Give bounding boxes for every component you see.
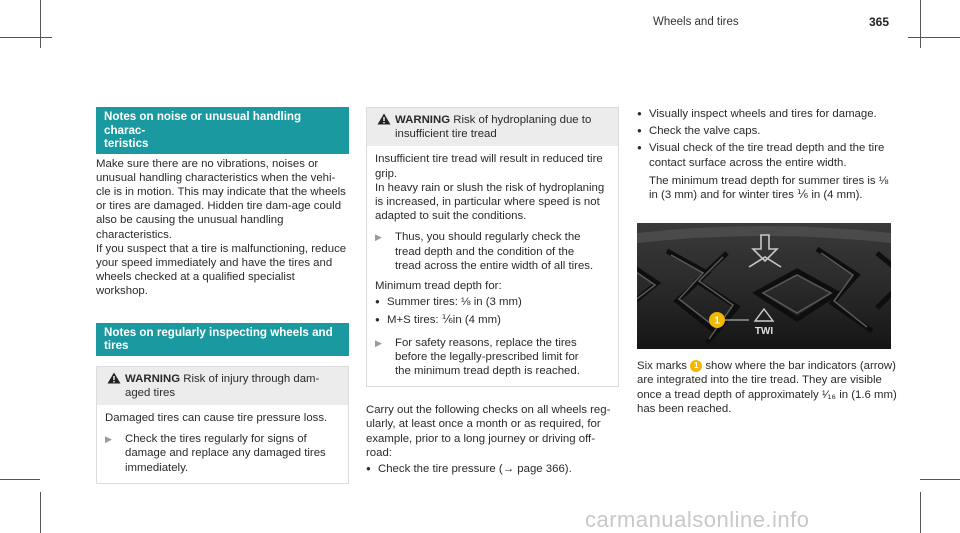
warning-text: In heavy rain or slush the risk of hydroplaning is increased, in particular where speed is not adapted to suit the conditions. [375, 181, 605, 223]
warning-label: WARNING [395, 114, 451, 126]
section-heading-noise: Notes on noise or unusual handling charac- teristics [96, 107, 349, 154]
image-caption [637, 359, 899, 416]
list-item-text: M+S tires: ⅙in (4 mm) [387, 314, 501, 327]
column-2 [366, 107, 619, 476]
crop-mark [40, 492, 41, 533]
warning-title [395, 113, 610, 141]
warning-label: WARNING [125, 372, 181, 385]
action-step [375, 336, 610, 379]
caption-text: Six marks [637, 360, 687, 373]
twi-label: TWI [754, 326, 774, 338]
warning-title [125, 372, 340, 400]
action-text: Check the tires regularly for signs of damage and replace any damaged tires immediately. [125, 433, 326, 474]
warning-body [367, 146, 618, 386]
arrow-right-icon: ▶ [105, 434, 112, 445]
action-text: For safety reasons, replace the tires before the legally-prescribed limit for the minimum tread depth is reached. [395, 336, 580, 378]
list-item [366, 462, 619, 476]
warning-header [97, 367, 348, 405]
paragraph: Carry out the following checks on all wheels reg-ularly, at least once a month or as required, for example, prior to a long journey or driving off-road: [366, 404, 611, 459]
list-item-text: Summer tires: ⅛ in (3 mm) [387, 296, 522, 309]
paragraph: Make sure there are no vibrations, noises or unusual handling characteristics when the vehi-cle is in motion. This may indicate that the wheels or tires are damaged. Hidden tire dam-age could also be causing the unusual handling characteristics. [96, 157, 346, 241]
warning-title-text: Risk of hydroplaning due to insufficient tire tread [395, 114, 592, 141]
list-item [637, 124, 899, 138]
crop-mark [0, 37, 52, 38]
warning-triangle-icon [107, 372, 125, 400]
warning-text: Damaged tires can cause tire pressure loss. [105, 411, 328, 424]
marker-1-badge: 1 [690, 360, 702, 372]
crop-mark [920, 492, 921, 533]
crop-mark [40, 0, 41, 48]
min-depth-note: The minimum tread depth for summer tires is ⅛ in (3 mm) and for winter tires ⅙ in (4 mm). [649, 174, 889, 202]
action-text: Thus, you should regularly check the tread depth and the condition of the tread across the entire width of all tires. [395, 231, 594, 272]
column-1 [96, 107, 349, 484]
action-step [375, 230, 610, 273]
tire-tread-image [637, 223, 891, 349]
bullet-icon: ● [375, 297, 380, 307]
warning-header [367, 108, 618, 146]
warning-box [96, 366, 349, 484]
bullet-icon: ● [637, 143, 642, 153]
bullet-icon: ● [637, 126, 642, 136]
tire-tread-illustration [637, 223, 891, 349]
list-item-text: Visual check of the tire tread depth and the tire contact surface across the entire width. [649, 142, 885, 169]
list-item [637, 141, 899, 169]
warning-text: Insufficient tire tread will result in reduced tire grip. [375, 153, 603, 180]
list-item [375, 313, 610, 327]
crop-mark [0, 479, 40, 480]
list-item [375, 295, 610, 309]
watermark: carmanualsonline.info [585, 507, 810, 532]
crop-mark [908, 37, 960, 38]
bullet-icon: ● [375, 315, 380, 325]
column-3 [637, 107, 899, 416]
page-number: 365 [869, 15, 890, 29]
warning-triangle-icon [377, 113, 395, 141]
list-item-text: Check the valve caps. [649, 125, 761, 138]
crop-mark [920, 0, 921, 48]
bullet-icon: ● [366, 464, 371, 474]
list-item-text: Visually inspect wheels and tires for damage. [649, 108, 877, 120]
running-header: Wheels and tires [653, 16, 739, 28]
section-heading-inspection: Notes on regularly inspecting wheels and tires [96, 323, 349, 356]
arrow-right-icon: ▶ [375, 232, 382, 243]
bullet-icon: ● [637, 109, 642, 118]
action-step [105, 432, 340, 475]
warning-body [97, 405, 348, 483]
list-item [637, 107, 899, 121]
warning-box [366, 107, 619, 387]
arrow-right-icon: ▶ [375, 337, 382, 348]
crop-mark [920, 479, 960, 480]
image-marker-1: 1 [714, 315, 720, 327]
warning-title-text: Risk of injury through dam- aged tires [125, 372, 320, 399]
paragraph: If you suspect that a tire is malfunctioning, reduce your speed immediately and have the tires and wheels checked at a qualified specialist workshop. [96, 242, 347, 298]
caption-text: show where the bar indicators (arrow) are integrated into the tire tread. They are visible once a tread depth of approximately ¹⁄₁₆ in (1.6 mm) has been reached. [637, 360, 897, 415]
list-item-text: Check the tire pressure (→ page 366). [378, 463, 572, 476]
min-depth-label: Minimum tread depth for: [375, 280, 502, 293]
